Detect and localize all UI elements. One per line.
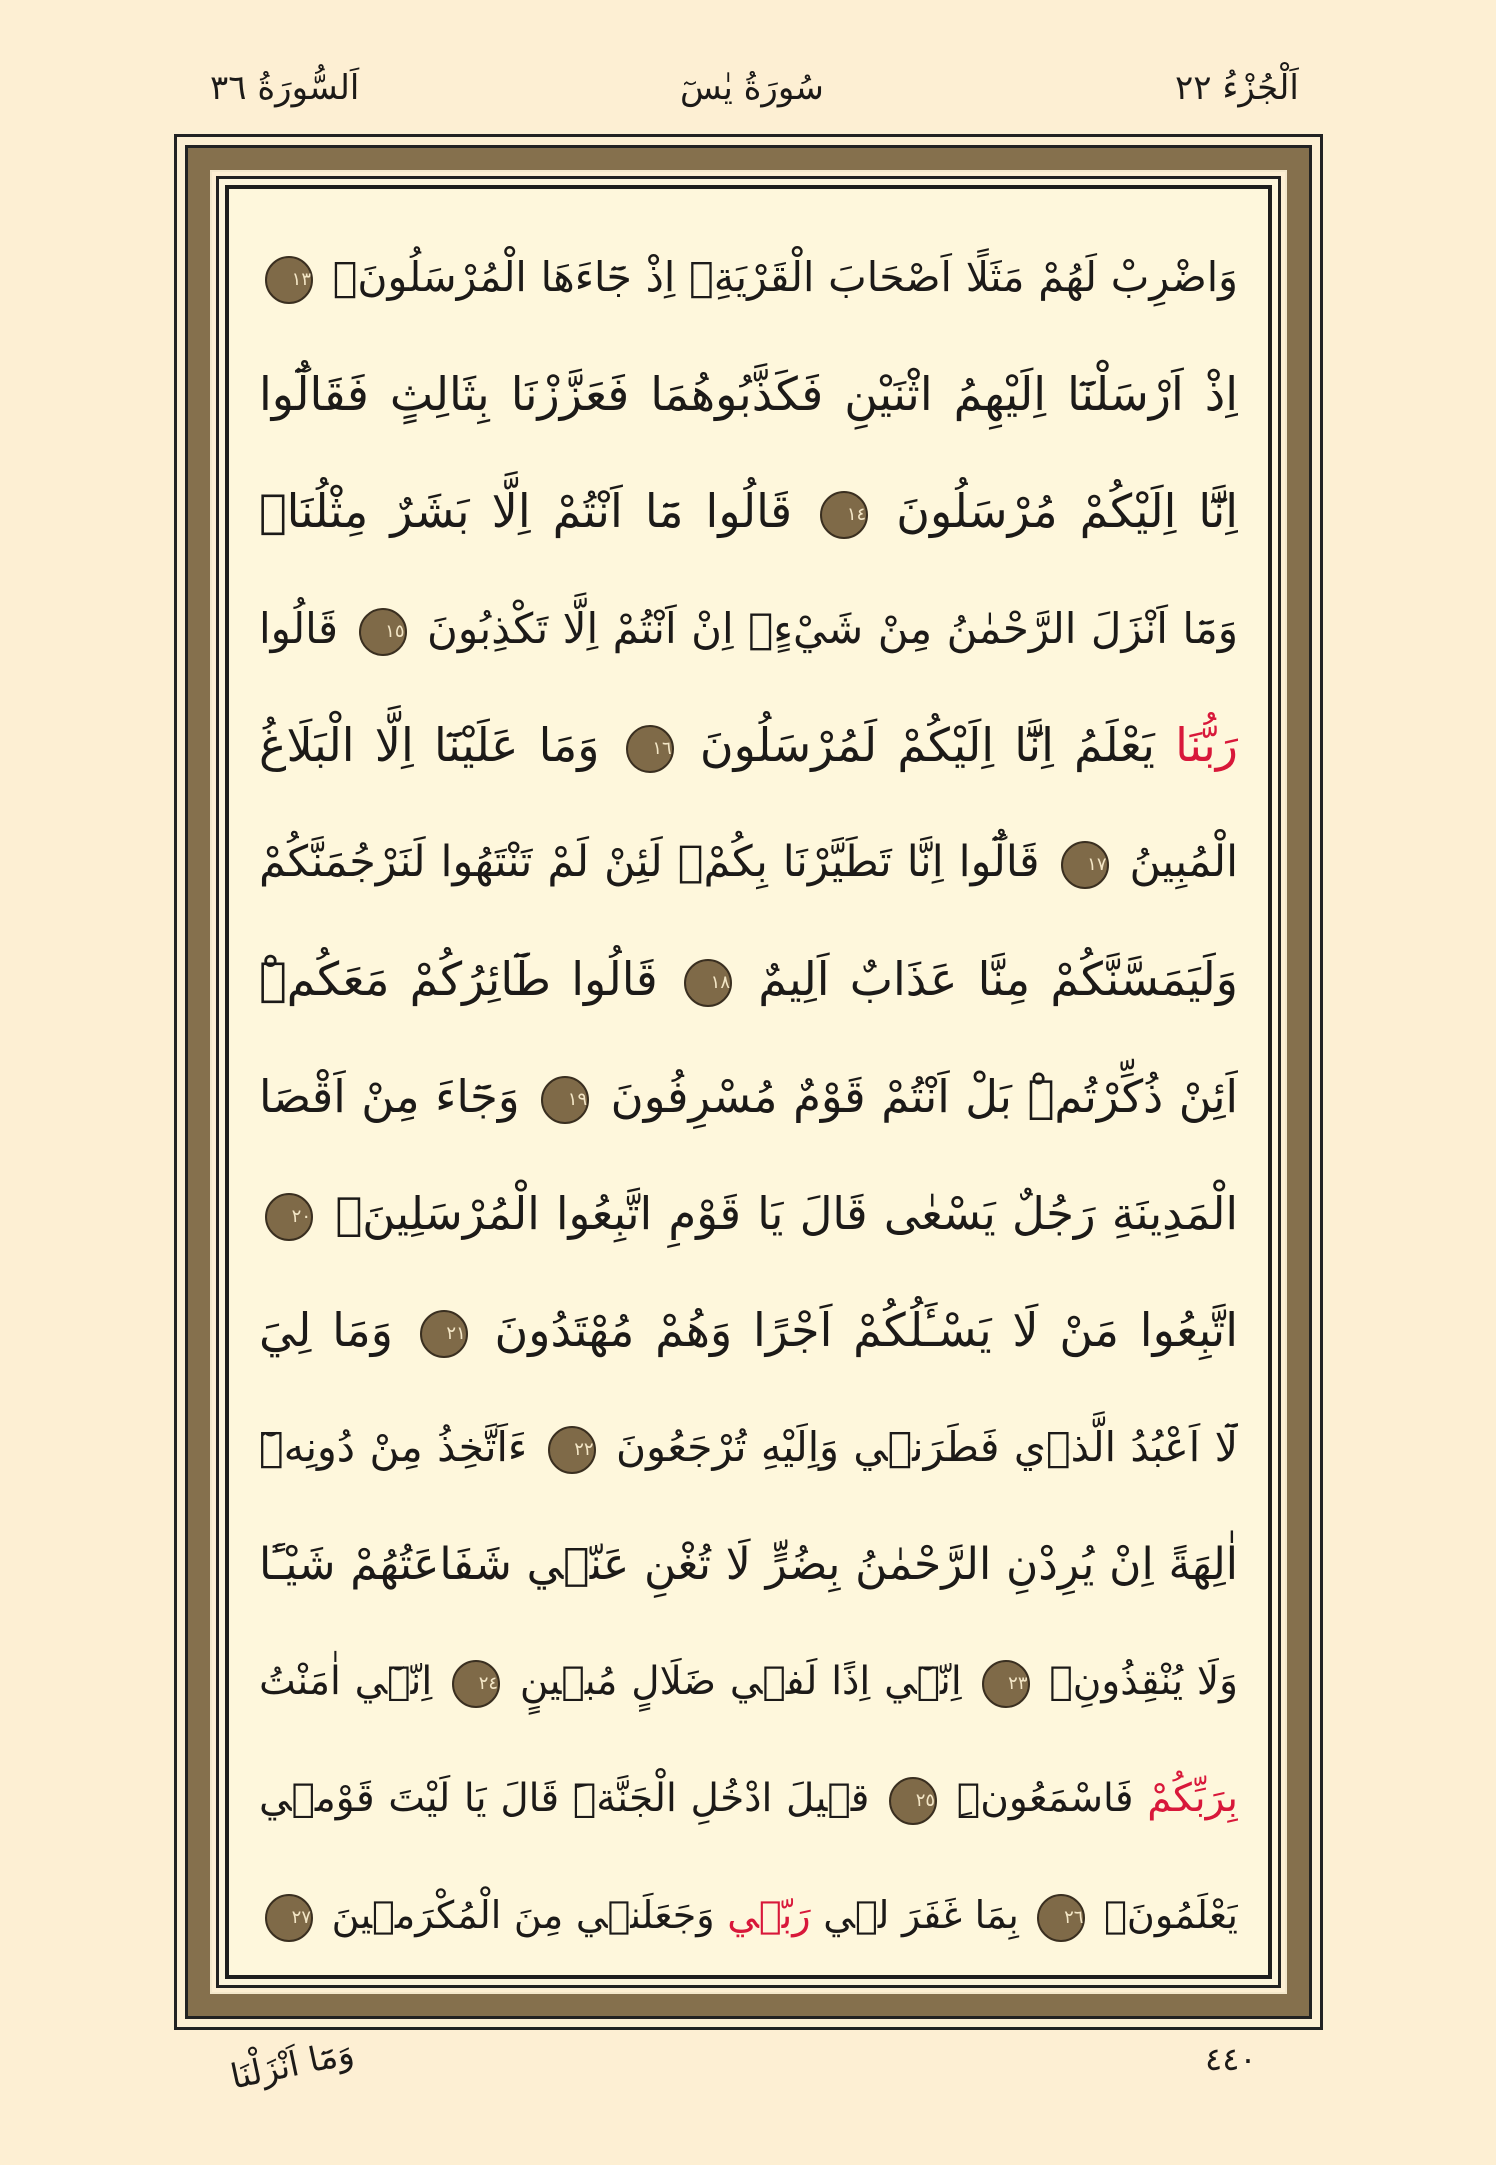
- surah-number-label: اَلسُّورَةُ ٣٦: [210, 68, 360, 108]
- ayah-number-marker: ٢٧: [265, 1894, 313, 1942]
- text-line: [259, 1272, 1238, 1389]
- verse-text: اِذْ اَرْسَلْنَٓا اِلَيْهِمُ اثْنَيْنِ فَكَذَّبُوهُمَا فَعَزَّزْنَا بِثَالِثٍ فَقَالُٓوا: [259, 367, 1238, 421]
- frame-rule: [216, 176, 1281, 1988]
- verse-text: اتَّبِعُوا مَنْ لَا يَسْـَٔلُكُمْ اَجْرًا وَهُمْ مُهْتَدُونَ: [494, 1303, 1238, 1357]
- verse-text: قَالُٓوا اِنَّا تَطَيَّرْنَا بِكُمْۚ لَئِنْ لَمْ تَنْتَهُوا لَنَرْجُمَنَّكُمْ: [259, 837, 1040, 887]
- verse-text: وَمَا عَلَيْنَٓا اِلَّا الْبَلَاغُ: [259, 718, 600, 772]
- text-line: [259, 1857, 1238, 1974]
- verse-text: لَٓا اَعْبُدُ الَّذ۪ي فَطَرَن۪ي وَاِلَيْهِ تُرْجَعُونَ: [616, 1423, 1238, 1471]
- verse-text: وَمَٓا اَنْزَلَ الرَّحْمٰنُ مِنْ شَيْءٍۙ اِنْ اَنْتُمْ اِلَّا تَكْذِبُونَ: [426, 604, 1238, 653]
- verse-text: اِنّ۪ٓي اِذًا لَف۪ي ضَلَالٍ مُب۪ينٍ: [519, 1659, 962, 1704]
- ayah-number-marker: ٢٥: [889, 1777, 937, 1825]
- quran-text: [259, 219, 1238, 1974]
- ayah-number-marker: ١٤: [820, 491, 868, 539]
- verse-text: قَالُوا مَٓا اَنْتُمْ اِلَّا بَشَرٌ مِثْلُنَاۙ: [259, 484, 793, 538]
- verse-text: وَمَا لِيَ: [259, 1303, 393, 1357]
- text-line: [259, 453, 1238, 570]
- text-line: [259, 219, 1238, 336]
- verse-text: قَالُوا طَٓائِرُكُمْ مَعَكُمْۜ: [259, 952, 658, 1006]
- verse-text: يَعْلَمُ اِنَّٓا اِلَيْكُمْ لَمُرْسَلُونَ: [699, 718, 1155, 772]
- ayah-number-marker: ٢٤: [452, 1660, 500, 1708]
- text-line: [259, 1623, 1238, 1740]
- text-line: [259, 921, 1238, 1038]
- page-frame: [174, 134, 1323, 2030]
- verse-text: يَعْلَمُونَۙ: [1104, 1893, 1238, 1937]
- text-line: [259, 570, 1238, 687]
- verse-text: وَلَا يُنْقِذُونِۚ: [1049, 1659, 1238, 1704]
- text-line: [259, 1506, 1238, 1623]
- verse-text: وَجَٓاءَ مِنْ اَقْصَا: [259, 1070, 520, 1123]
- ayah-number-marker: ٢١: [420, 1310, 468, 1358]
- divine-name-highlight: بِرَبِّكُمْ: [1147, 1776, 1238, 1821]
- text-line: [259, 1389, 1238, 1506]
- text-line: [259, 1038, 1238, 1155]
- catchword: وَمَٓا اَنْزَلْنَا: [227, 2032, 358, 2098]
- ayah-number-marker: ١٥: [359, 608, 407, 656]
- text-line: [259, 1155, 1238, 1272]
- verse-text: قَالُوا: [259, 604, 339, 653]
- frame-border-inner: [210, 170, 1287, 1994]
- verse-text: اٰلِهَةً اِنْ يُرِدْنِ الرَّحْمٰنُ بِضُرٍّ لَا تُغْنِ عَنّ۪ي شَفَاعَتُهُمْ شَيْـًٔا: [259, 1539, 1238, 1590]
- text-line: [259, 1740, 1238, 1857]
- verse-text: ءَاَتَّخِذُ مِنْ دُونِه۪ٓ: [259, 1423, 528, 1471]
- verse-text: اَئِنْ ذُكِّرْتُمْۜ بَلْ اَنْتُمْ قَوْمٌ مُسْرِفُونَ: [610, 1070, 1238, 1123]
- verse-text: بِمَا غَفَرَ ل۪ي: [823, 1893, 1019, 1937]
- ayah-number-marker: ٢٦: [1037, 1894, 1085, 1942]
- frame-border: [185, 145, 1312, 2019]
- verse-text: اِنَّٓا اِلَيْكُمْ مُرْسَلُونَ: [896, 484, 1238, 538]
- ayah-number-marker: ٢٠: [265, 1193, 313, 1241]
- surah-title: سُورَةُ يٰسٓ: [680, 68, 824, 108]
- text-line: [259, 687, 1238, 804]
- verse-text: وَجَعَلَن۪ي مِنَ الْمُكْرَم۪ينَ: [331, 1893, 715, 1937]
- ayah-number-marker: ١٧: [1061, 841, 1109, 889]
- ayah-number-marker: ١٣: [265, 256, 313, 304]
- ayah-number-marker: ١٨: [684, 959, 732, 1007]
- verse-text: الْمُبِينُ: [1129, 837, 1238, 887]
- verse-text: اِنّ۪ٓي اٰمَنْتُ: [259, 1659, 433, 1704]
- verse-text: وَاضْرِبْ لَهُمْ مَثَلًا اَصْحَابَ الْقَرْيَةِۢ اِذْ جَٓاءَهَا الْمُرْسَلُونَۚ: [332, 253, 1238, 301]
- text-line: [259, 804, 1238, 921]
- ayah-number-marker: ٢٢: [548, 1426, 596, 1474]
- verse-text: الْمَدِينَةِ رَجُلٌ يَسْعٰى قَالَ يَا قَوْمِ اتَّبِعُوا الْمُرْسَلِينَۙ: [335, 1187, 1238, 1240]
- text-panel: [225, 185, 1272, 1979]
- verse-text: فَاسْمَعُونِۜ: [956, 1776, 1134, 1821]
- ayah-number-marker: ٢٣: [982, 1660, 1030, 1708]
- juz-label: اَلْجُزْءُ ٢٢: [1175, 68, 1299, 108]
- verse-text: وَلَيَمَسَّنَّكُمْ مِنَّا عَذَابٌ اَلِيمٌ: [758, 952, 1238, 1006]
- text-line: [259, 336, 1238, 453]
- divine-name-highlight: رَبُّنَا: [1175, 718, 1238, 772]
- verse-text: ق۪يلَ ادْخُلِ الْجَنَّةَۜ قَالَ يَا لَيْتَ قَوْم۪ي: [259, 1776, 870, 1821]
- ayah-number-marker: ١٩: [541, 1076, 589, 1124]
- divine-name-highlight: رَبّ۪ي: [727, 1893, 811, 1937]
- ayah-number-marker: ١٦: [626, 725, 674, 773]
- page-number: ٤٤٠: [1205, 2040, 1257, 2078]
